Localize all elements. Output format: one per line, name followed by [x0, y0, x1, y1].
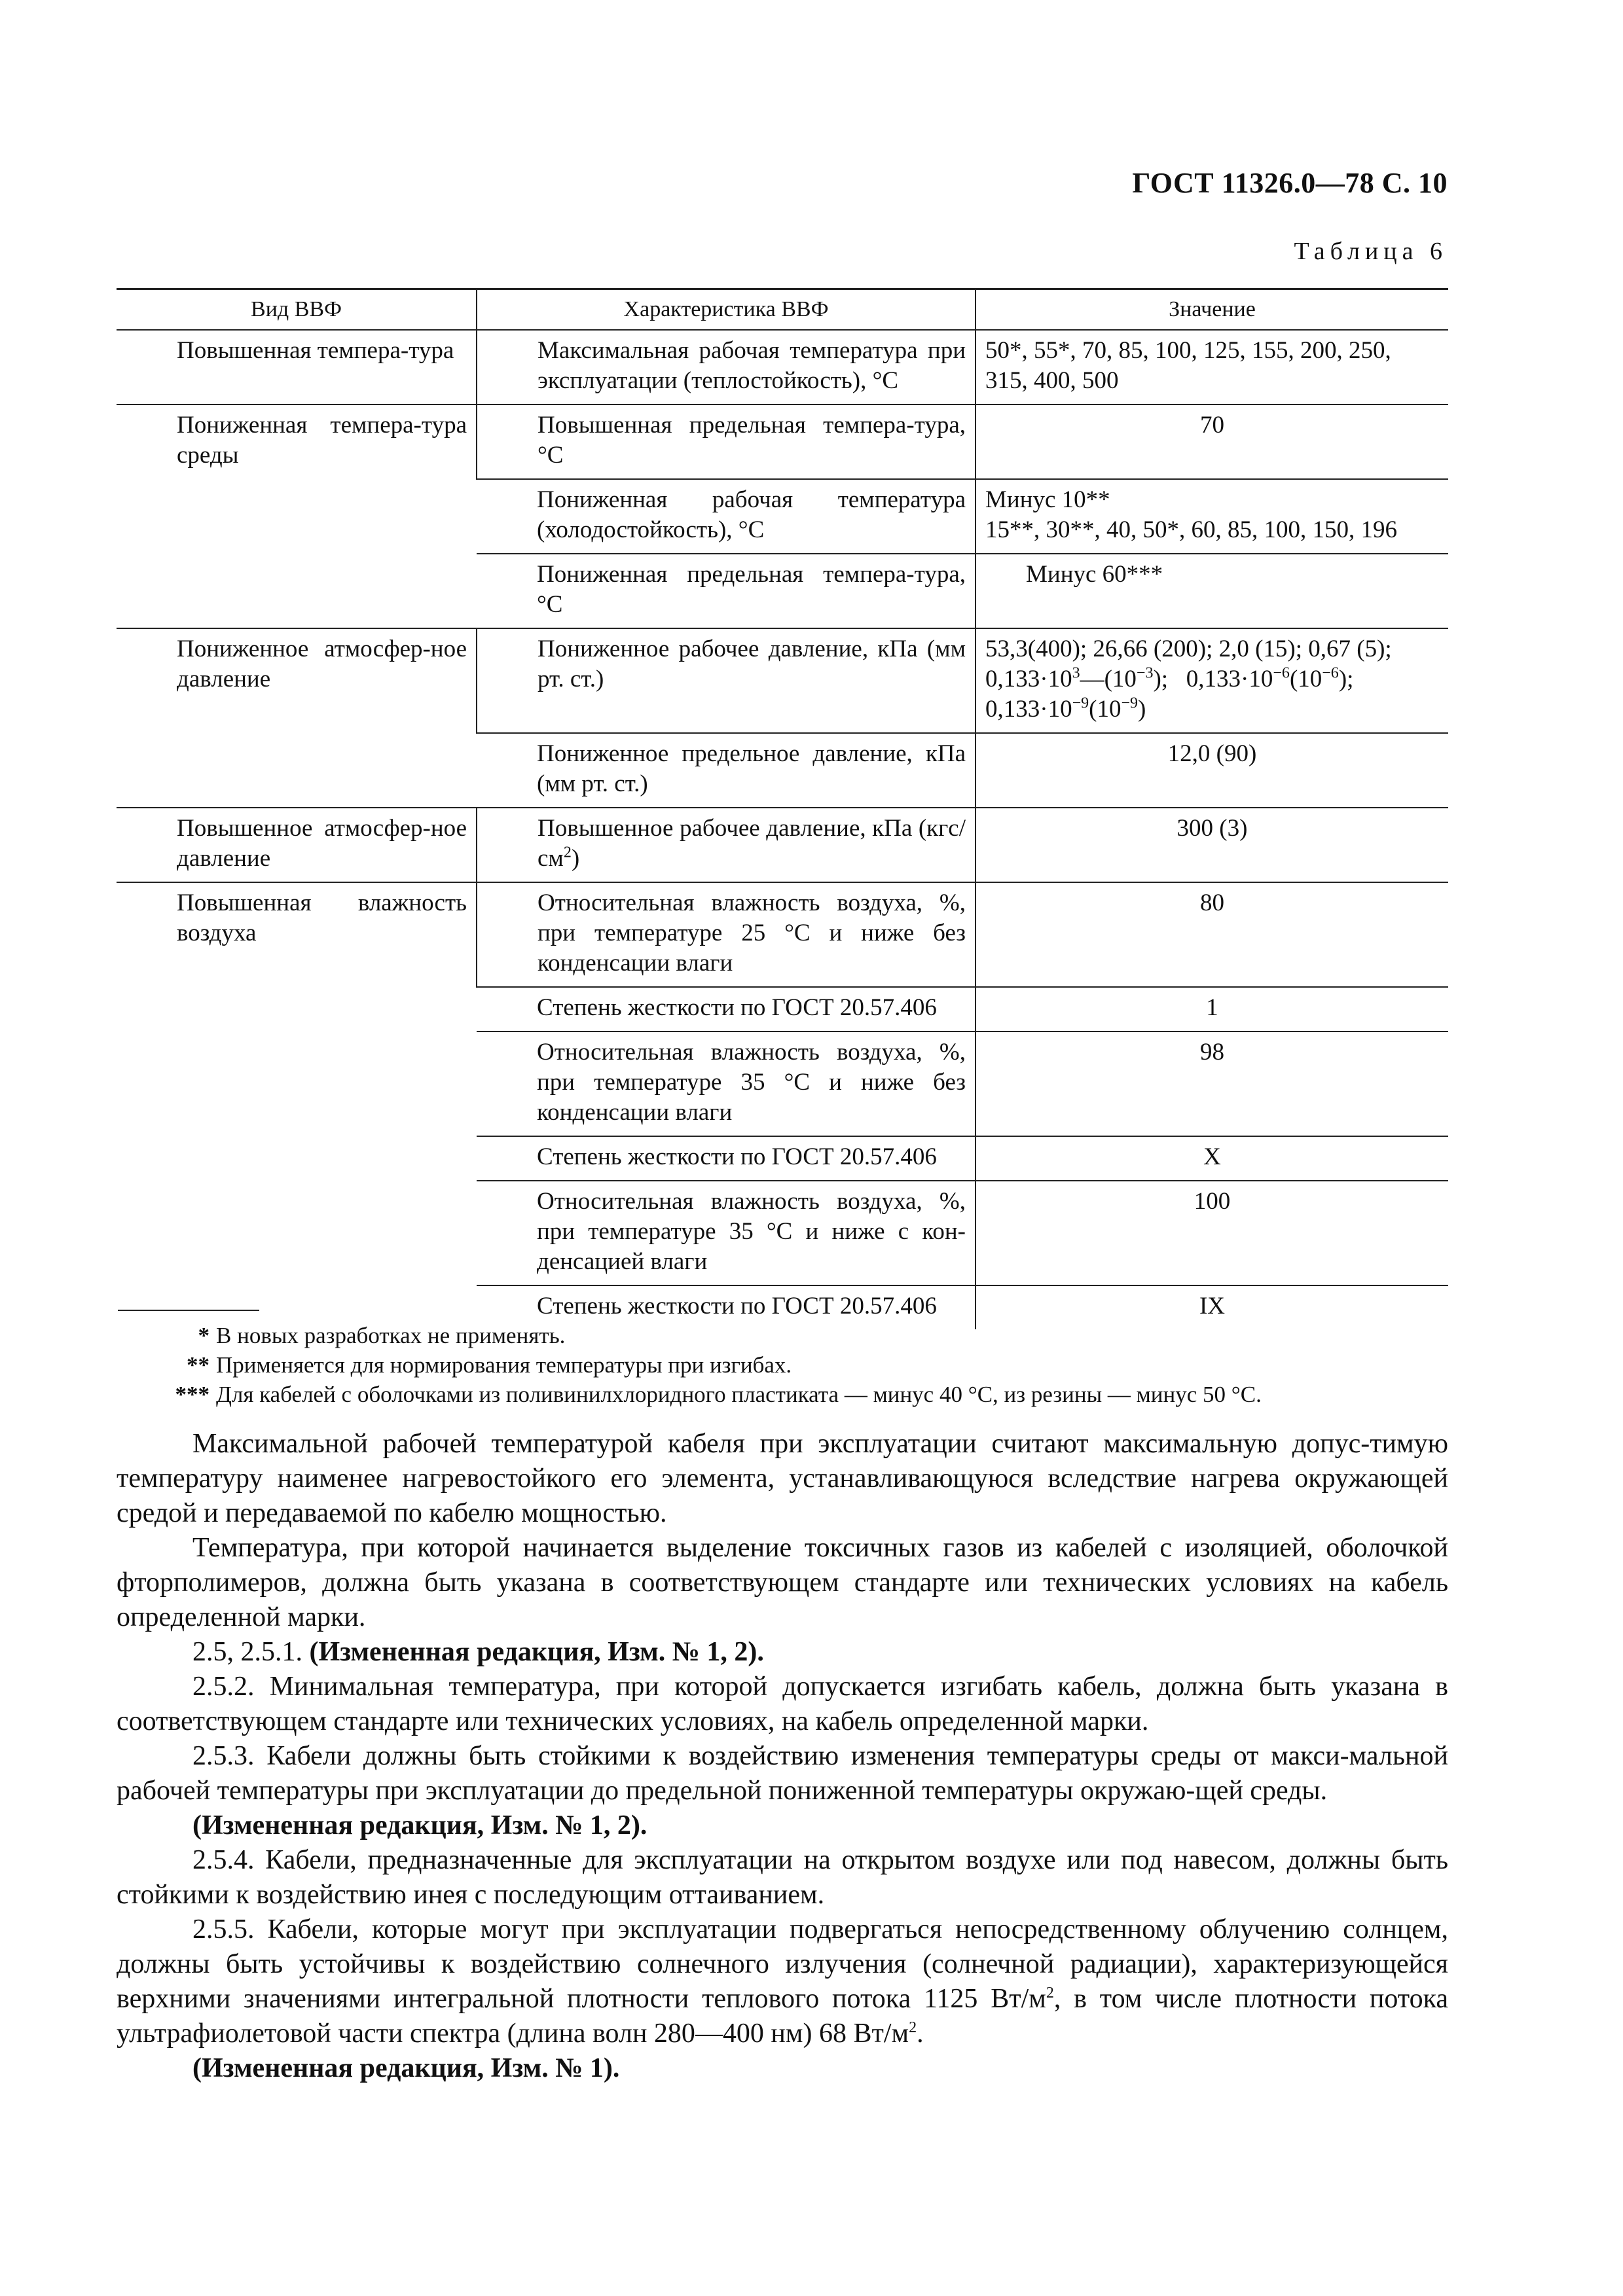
factor-type: Повышенное атмосфер-ное давление [177, 815, 467, 872]
characteristic: Повышенное рабочее давление, кПа $(кгс/см^2)$ [538, 815, 966, 872]
factor-type-cell [117, 882, 477, 1329]
value-text: Минус 60*** [1026, 561, 1163, 588]
characteristic: Пониженное предельное давление, кПа (мм рт. ст.) [537, 740, 966, 797]
factor-type-cell [117, 404, 477, 628]
characteristic: Пониженная предельная темпера-тура, °С [537, 561, 966, 618]
characteristic-cell [477, 479, 976, 554]
footnotes [117, 1321, 1452, 1409]
characteristic-cell [477, 1181, 976, 1285]
table-row [117, 628, 1448, 733]
amendment-note: (Измененная редакция, Изм. № 1, 2). [192, 1810, 647, 1840]
paragraph [117, 2051, 1448, 2086]
footnote-text: Применяется для нормирования температуры при изгибах. [216, 1352, 792, 1378]
characteristic: Пониженное рабочее давление, кПа (мм рт. ст.) [538, 636, 966, 692]
factor-type-cell [117, 808, 477, 882]
paragraph: 2.5.2. Минимальная температура, при которой допускается изгибать кабель, должна быть указана в соответствующем стандарте или технических условиях, на кабель определенной марки. [117, 1672, 1448, 1736]
characteristic-cell [477, 987, 976, 1031]
value-cell: 12,0 (90) [976, 733, 1448, 808]
value-line: Минус 10** [985, 486, 1110, 513]
value-line: $0,133\cdot 10^3—(10^{-3})$; $0,133\cdot 10^{-6}(10^{-6})$; [985, 664, 1354, 692]
factor-type: Повышенная темпера-тура [177, 337, 454, 364]
value-cell: X [976, 1136, 1448, 1181]
table-row [117, 882, 1448, 987]
value-cell: 98 [976, 1031, 1448, 1136]
factor-type: Пониженное атмосфер-ное давление [177, 636, 467, 692]
value-cell: IX [976, 1285, 1448, 1329]
table-row [117, 808, 1448, 882]
footnote-text: В новых разработках не применять. [216, 1323, 566, 1348]
footnote [117, 1380, 1452, 1409]
characteristic-cell [477, 330, 976, 404]
characteristic-cell [477, 554, 976, 628]
value-line: $0,133\cdot 10^{-9}(10^{-9})$ [985, 694, 1146, 723]
paragraph: Максимальной рабочей температурой кабеля при эксплуатации считают максимальную допус-тимую температуру наименее нагревостойкого его элемента, устанавливающуюся вследствие нагрева окружающей средой и передаваемой по кабелю мощностью. [117, 1429, 1448, 1528]
characteristic-cell [477, 1136, 976, 1181]
table-row [117, 404, 1448, 479]
value-cell: 70 [976, 404, 1448, 479]
characteristic-cell [477, 733, 976, 808]
factor-type: Повышенная влажность воздуха [177, 889, 467, 946]
characteristic: Максимальная рабочая температура при эксплуатации (теплостойкость), °С [538, 337, 966, 394]
paragraph: 2.5.4. Кабели, предназначенные для эксплуатации на открытом воздухе или под навесом, должны быть стойкими к воздействию инея с последующим оттаиванием. [117, 1845, 1448, 1910]
footnote-text: Для кабелей с оболочками из поливинилхлоридного пластиката — минус 40 °С, из резины — минус 50 °С. [216, 1382, 1262, 1407]
value-line: 53,3(400); 26,66 (200); 2,0 (15); 0,67 (5); [985, 636, 1392, 662]
paragraph: Температура, при которой начинается выделение токсичных газов из кабелей с изоляцией, оболочкой фторполимеров, должна быть указана в соответствующем стандарте или технических условиях на кабель определенной марки. [117, 1533, 1448, 1632]
value-cell: 300 (3) [976, 808, 1448, 882]
amendment-note: (Измененная редакция, Изм. № 1). [192, 2053, 620, 2083]
column-header: Вид ВВФ [117, 289, 477, 331]
footnote [117, 1350, 1452, 1380]
footnote-divider [118, 1310, 259, 1311]
table-header-row [117, 289, 1448, 331]
specs-table [117, 288, 1448, 1329]
value-cell [976, 479, 1448, 554]
factor-type-cell [117, 330, 477, 404]
footnote-mark: * [198, 1323, 210, 1348]
value-cell [976, 554, 1448, 628]
characteristic-cell [477, 882, 976, 987]
table-caption: Таблица 6 [1294, 238, 1448, 265]
factor-type: Пониженная темпера-тура среды [177, 412, 467, 469]
table-row [117, 330, 1448, 404]
characteristic: Относительная влажность воздуха, %, при температуре 25 °С и ниже без конденсации влаги [538, 889, 966, 977]
factor-type-cell [117, 628, 477, 808]
characteristic: Степень жесткости по ГОСТ 20.57.406 [537, 1293, 937, 1319]
amendment-note: (Измененная редакция, Изм. № 1, 2). [309, 1637, 764, 1667]
characteristic-cell [477, 808, 976, 882]
column-header: Характеристика ВВФ [477, 289, 976, 331]
characteristic-cell [477, 628, 976, 733]
paragraph [117, 1808, 1448, 1843]
footnote [117, 1321, 1452, 1350]
value-line: 15**, 30**, 40, 50*, 60, 85, 100, 150, 196 [985, 516, 1397, 543]
characteristic-cell [477, 1031, 976, 1136]
characteristic: Степень жесткости по ГОСТ 20.57.406 [537, 1143, 937, 1170]
column-header: Значение [976, 289, 1448, 331]
characteristic: Степень жесткости по ГОСТ 20.57.406 [537, 994, 937, 1021]
body-text [117, 1427, 1448, 2086]
paragraph: 2.5.5. Кабели, которые могут при эксплуатации подвергаться непосредственному облучению солнцем, должны быть устойчивы к воздействию солнечного излучения (солнечной радиации), характеризующейся верхними значениями интегральной плотности теплового потока 1125 $Вт/м^2$, в том числе плотности потока ультрафиолетовой части спектра (длина волн 280—400 нм) 68 $Вт/м^2$. [117, 1914, 1448, 2049]
characteristic-cell [477, 404, 976, 479]
characteristic: Пониженная рабочая температура (холодостойкость), °С [537, 486, 966, 543]
page-header: ГОСТ 11326.0—78 С. 10 [1132, 167, 1448, 199]
paragraph: 2.5, 2.5.1. (Измененная редакция, Изм. № 1, 2). [192, 1637, 764, 1667]
characteristic: Относительная влажность воздуха, %, при температуре 35 °С и ниже без конденсации влаги [537, 1039, 966, 1126]
paragraph: 2.5.3. Кабели должны быть стойкими к воздействию изменения температуры среды от макси-мальной рабочей температуры при эксплуатации до предельной пониженной температуры окружаю-щей среды. [117, 1741, 1448, 1806]
footnote-mark: ** [187, 1352, 210, 1378]
value-cell: 1 [976, 987, 1448, 1031]
footnote-mark: *** [175, 1382, 210, 1407]
value-cell [976, 628, 1448, 733]
characteristic: Относительная влажность воздуха, %, при температуре 35 °С и ниже с кон-денсацией влаги [537, 1188, 966, 1275]
value-cell: 100 [976, 1181, 1448, 1285]
value-cell: 80 [976, 882, 1448, 987]
value-cell: 50*, 55*, 70, 85, 100, 125, 155, 200, 250, 315, 400, 500 [976, 330, 1448, 404]
characteristic: Повышенная предельная темпера-тура, °С [538, 412, 966, 469]
